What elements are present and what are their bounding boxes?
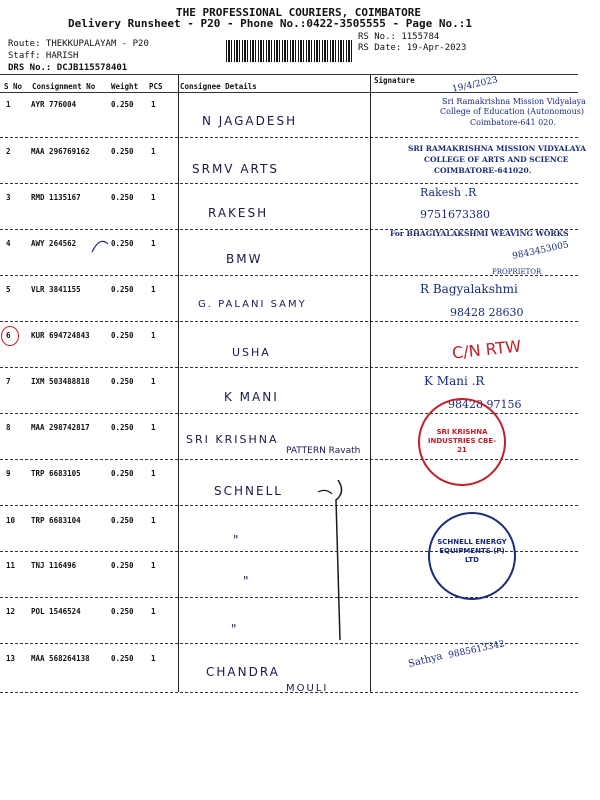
col-consignee: Consignee Details: [180, 82, 257, 91]
row-pcs: 1: [151, 607, 156, 616]
row-pcs: 1: [151, 285, 156, 294]
signature-phone: 9885613342: [447, 639, 506, 661]
signature-handwriting: Rakesh .R: [420, 186, 477, 199]
consignee-handwriting: K MANI: [224, 390, 279, 404]
row-sno: 4: [6, 239, 11, 248]
row-sno: 2: [6, 147, 11, 156]
row-sno: 13: [6, 654, 16, 663]
row-pcs: 1: [151, 561, 156, 570]
signature-phone: 9751673380: [420, 208, 490, 221]
stamp-line: PROPRIETOR: [492, 268, 542, 276]
bracket-stroke: [336, 480, 342, 640]
row-weight: 0.250: [111, 561, 134, 570]
stamp-line: COIMBATORE-641020.: [434, 166, 532, 175]
rs-number: RS No.: 1155784: [358, 32, 440, 42]
bracket-stroke: [318, 490, 332, 494]
row-pcs: 1: [151, 377, 156, 386]
consignee-ditto-mark: ": [233, 533, 241, 547]
row-consignment: TNJ 116496: [31, 561, 77, 570]
row-weight: 0.250: [111, 285, 134, 294]
signature-phone: 98428 97156: [448, 398, 522, 411]
consignee-handwriting: N JAGADESH: [202, 114, 298, 128]
row-weight: 0.250: [111, 377, 134, 386]
row-weight: 0.250: [111, 423, 134, 432]
col-signature: Signature: [374, 76, 415, 85]
stamp-line: SRI RAMAKRISHNA MISSION VIDYALAYA: [408, 144, 586, 153]
consignee-handwriting: G. PALANI SAMY: [198, 299, 307, 310]
col-sno: S No: [4, 82, 23, 91]
row-pcs: 1: [151, 147, 156, 156]
rs-date: RS Date: 19-Apr-2023: [358, 43, 467, 53]
stamp-line: COLLEGE OF ARTS AND SCIENCE: [424, 155, 569, 164]
pen-tick-mark: [92, 241, 108, 252]
row-weight: 0.250: [111, 469, 134, 478]
consignee-handwriting-extra: MOULI: [286, 683, 329, 694]
row-weight: 0.250: [111, 147, 134, 156]
col-consignment: Consignment No: [32, 82, 96, 91]
row-consignment: RMD 1135167: [31, 193, 81, 202]
drs-label: DRS No.:: [8, 63, 52, 73]
row-sno: 11: [6, 561, 16, 570]
staff-label: Staff: HARISH: [8, 51, 79, 61]
row-consignment: AYR 776004: [31, 100, 77, 109]
row-weight: 0.250: [111, 193, 134, 202]
col-weight: Weight: [111, 82, 139, 91]
row-weight: 0.250: [111, 607, 134, 616]
stamp-line: Coimbatore-641 020.: [470, 118, 556, 127]
row-consignment: KUR 694724843: [31, 331, 90, 340]
row-consignment: IXM 503488818: [31, 377, 90, 386]
row-consignment: POL 1546524: [31, 607, 81, 616]
row-pcs: 1: [151, 516, 156, 525]
row-pcs: 1: [151, 469, 156, 478]
row-consignment: MAA 568264138: [31, 654, 90, 663]
row-sno: 9: [6, 469, 11, 478]
row-pcs: 1: [151, 193, 156, 202]
return-note: C/N RTW: [451, 336, 522, 363]
signature-phone: 98428 28630: [450, 306, 524, 319]
row-sno: 10: [6, 516, 16, 525]
route-label: Route: THEKKUPALAYAM - P20: [8, 39, 149, 49]
stamp-line: Sri Ramakrishna Mission Vidyalaya: [442, 97, 586, 106]
runsheet-title: Delivery Runsheet - P20 - Phone No.:0422-3505555 - Page No.:1: [68, 17, 472, 30]
consignee-handwriting: CHANDRA: [206, 665, 280, 679]
row-sno: 8: [6, 423, 11, 432]
row-consignment: TRP 6683105: [31, 469, 81, 478]
consignee-ditto-mark: ": [231, 622, 239, 636]
row-weight: 0.250: [111, 239, 134, 248]
col-pcs: PCS: [149, 82, 163, 91]
drs-value: DCJB115578401: [56, 63, 128, 73]
stamp-line: For BHAGIYALAKSHMI WEAVING WORKS: [390, 229, 569, 238]
company-seal-red: [418, 398, 506, 486]
row-consignment: TRP 6683104: [31, 516, 81, 525]
row-pcs: 1: [151, 239, 156, 248]
signature-date: 19/4/2023: [451, 75, 499, 95]
consignee-handwriting-extra: PATTERN Ravath: [286, 446, 361, 456]
consignee-handwriting: RAKESH: [208, 206, 269, 220]
row-sno: 1: [6, 100, 11, 109]
company-title: THE PROFESSIONAL COURIERS, COIMBATORE: [176, 6, 422, 19]
signature-handwriting: Sathya: [407, 650, 444, 671]
row-consignment: MAA 298742817: [31, 423, 90, 432]
row-sno: 3: [6, 193, 11, 202]
signature-handwriting: K Mani .R: [424, 374, 485, 388]
company-seal-blue: [428, 512, 516, 600]
consignee-handwriting: SRI KRISHNA: [186, 433, 279, 446]
signature-phone: 9843453005: [511, 240, 570, 262]
consignee-handwriting: BMW: [226, 252, 263, 266]
row-pcs: 1: [151, 100, 156, 109]
row-consignment: VLR 3841155: [31, 285, 81, 294]
row-pcs: 1: [151, 654, 156, 663]
consignee-handwriting: USHA: [232, 346, 271, 359]
stamp-line: College of Education (Autonomous): [440, 107, 584, 116]
row-sno: 12: [6, 607, 16, 616]
seal-text: SCHNELL ENERGY EQUIPMENTS (P) LTD: [437, 538, 507, 564]
row-sno: 7: [6, 377, 11, 386]
row-weight: 0.250: [111, 516, 134, 525]
row-consignment: AWY 264562: [31, 239, 77, 248]
row-weight: 0.250: [111, 331, 134, 340]
row-sno: 5: [6, 285, 11, 294]
seal-text: SRI KRISHNA INDUSTRIES CBE-21: [427, 428, 497, 454]
row-consignment: MAA 296769162: [31, 147, 90, 156]
consignee-handwriting: SCHNELL: [214, 484, 283, 498]
row-weight: 0.250: [111, 654, 134, 663]
row-sno: 6: [6, 331, 11, 340]
row-pcs: 1: [151, 331, 156, 340]
consignee-ditto-mark: ": [243, 574, 251, 588]
row-pcs: 1: [151, 423, 156, 432]
row-weight: 0.250: [111, 100, 134, 109]
signature-handwriting: R Bagyalakshmi: [420, 282, 518, 296]
consignee-handwriting: SRMV ARTS: [192, 162, 279, 176]
